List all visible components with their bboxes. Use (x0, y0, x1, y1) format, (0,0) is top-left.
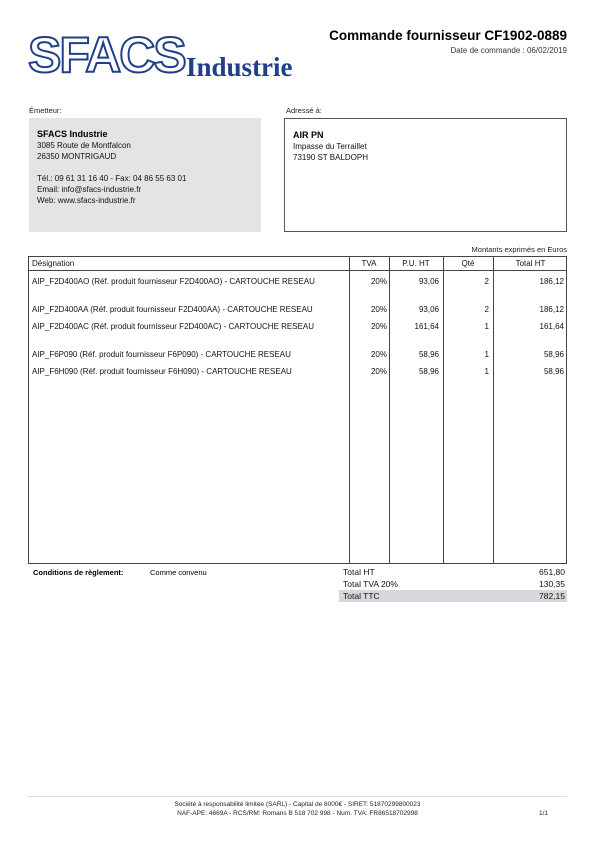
sender-block (29, 118, 261, 232)
row-qte: 1 (484, 350, 489, 359)
row-total: 186,12 (539, 305, 564, 314)
row-qte: 2 (484, 277, 489, 286)
footer-legal-line2: NAF-APE: 4669A - RCS/RM: Romans B 518 702 998 - Num. TVA: FR86518702998 (177, 810, 418, 817)
order-lines-table (28, 256, 567, 564)
sender-label: Émetteur: (29, 106, 62, 115)
total-ht-value: 651,80 (539, 567, 565, 577)
recipient-address2: 73190 ST BALDOPH (293, 153, 369, 162)
sender-address1: 3085 Route de Montfalcon (37, 141, 131, 150)
col-header-qte: Qté (461, 259, 475, 268)
recipient-block (284, 118, 567, 232)
row-pu: 93,06 (418, 277, 439, 286)
total-ttc-row (339, 590, 567, 602)
row-qte: 1 (484, 322, 489, 331)
payment-terms-value: Comme convenu (150, 568, 207, 577)
row-total: 58,96 (543, 350, 564, 359)
logo-brand: SFACS (28, 27, 185, 83)
row-pu: 58,96 (418, 367, 439, 376)
row-tva: 20% (370, 305, 387, 314)
row-designation: AIP_F2D400AO (Réf. produit fournisseur F2D400AO) - CARTOUCHE RESEAU (32, 277, 315, 286)
sender-web: Web: www.sfacs-industrie.fr (37, 196, 136, 205)
total-tva-row (339, 578, 567, 590)
row-tva: 20% (370, 350, 387, 359)
total-ht-label: Total HT (343, 567, 375, 577)
row-total: 58,96 (543, 367, 564, 376)
row-tva: 20% (370, 277, 387, 286)
total-tva-value: 130,35 (539, 579, 565, 589)
col-header-designation: Désignation (32, 259, 75, 268)
row-pu: 93,06 (418, 305, 439, 314)
recipient-name: AIR PN (293, 130, 324, 140)
sender-email: Email: info@sfacs-industrie.fr (37, 185, 142, 194)
total-ttc-value: 782,15 (539, 591, 565, 601)
recipient-label: Adressé à: (286, 106, 322, 115)
row-qte: 2 (484, 305, 489, 314)
logo-sub: Industrie (186, 52, 293, 82)
totals-block (339, 566, 567, 602)
row-pu: 161,64 (414, 322, 439, 331)
row-tva: 20% (370, 322, 387, 331)
total-tva-label: Total TVA 20% (343, 579, 398, 589)
page-number: 1/1 (538, 810, 548, 817)
sender-phone: Tél.: 09 61 31 16 40 - Fax: 04 86 55 63 01 (37, 174, 187, 183)
row-designation: AIP_F6P090 (Réf. produit fournisseur F6P090) - CARTOUCHE RESEAU (32, 350, 291, 359)
col-header-tva: TVA (361, 259, 377, 268)
row-designation: AIP_F2D400AA (Réf. produit fournisseur F2D400AA) - CARTOUCHE RESEAU (32, 305, 313, 314)
total-ttc-label: Total TTC (343, 591, 380, 601)
footer-divider (28, 796, 567, 797)
payment-terms-label: Conditions de règlement: (33, 568, 124, 577)
sender-name: SFACS Industrie (37, 129, 108, 139)
row-total: 186,12 (539, 277, 564, 286)
row-qte: 1 (484, 367, 489, 376)
recipient-address1: Impasse du Terraillet (293, 142, 367, 151)
footer-legal-line1: Société à responsabilité limitée (SARL) - Capital de 8000€ - SIRET: 51870299800023 (174, 801, 421, 808)
row-designation: AIP_F2D400AC (Réf. produit fournisseur F2D400AC) - CARTOUCHE RESEAU (32, 322, 315, 331)
sender-address2: 26350 MONTRIGAUD (37, 152, 117, 161)
total-ht-row (339, 566, 567, 578)
row-designation: AIP_F6H090 (Réf. produit fournisseur F6H090) - CARTOUCHE RESEAU (32, 367, 292, 376)
document-title: Commande fournisseur CF1902-0889 (329, 28, 567, 43)
company-logo (28, 27, 318, 88)
currency-note: Montants exprimés en Euros (471, 245, 567, 254)
order-date: Date de commande : 06/02/2019 (450, 46, 567, 55)
row-tva: 20% (370, 367, 387, 376)
col-header-pu: P.U. HT (402, 259, 430, 268)
row-total: 161,64 (539, 322, 564, 331)
col-header-total: Total HT (515, 259, 546, 268)
row-pu: 58,96 (418, 350, 439, 359)
